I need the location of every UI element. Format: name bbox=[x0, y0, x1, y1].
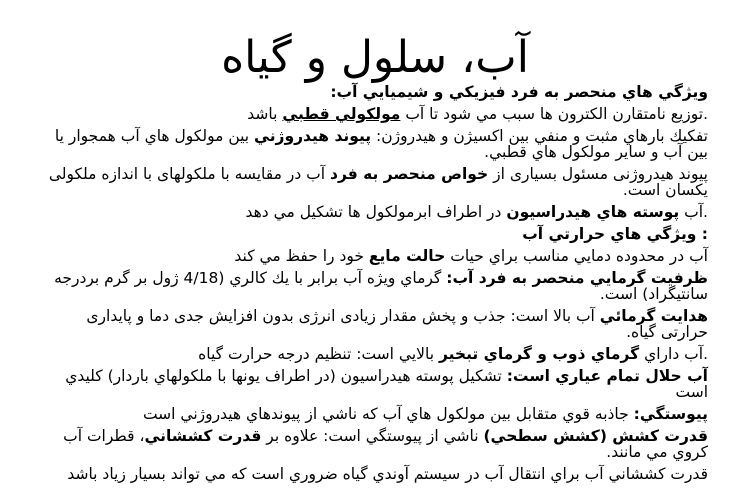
slide-title: آب، سلول و گياه bbox=[221, 32, 529, 83]
text-segment: پیوند هیدروژنی مسئول بسیاری از bbox=[488, 165, 708, 183]
paragraph bbox=[40, 346, 708, 362]
paragraph bbox=[40, 106, 708, 122]
bold-text: پيوند هيدروژني bbox=[254, 127, 372, 145]
bold-text: گرماي ذوب و گرماي تبخير bbox=[438, 345, 640, 363]
text-segment: آب در محدوده دمايي مناسب براي حيات bbox=[445, 247, 708, 265]
bold-text: هدايت گرمائي bbox=[599, 307, 708, 325]
bold-text: پوسته هاي هيدراسيون bbox=[506, 203, 680, 221]
bold-text: ويژگي هاي منحصر به فرد فيزيكي و شيميايي آب: bbox=[330, 83, 708, 101]
bold-text: پيوستگي: bbox=[633, 405, 708, 423]
bold-text: قدرت كشش (كشش سطحي) bbox=[483, 427, 708, 445]
text-segment: در اطراف ابرمولكول ها تشكيل مي دهد bbox=[245, 203, 507, 221]
text-segment: تشكيل پوسته هيدراسيون (در اطراف يونها با ملكولهاي باردار) كليدي است bbox=[65, 367, 708, 401]
text-segment: خود را حفظ مي كند bbox=[234, 247, 369, 265]
text-segment: ، قطرات آب كروي مي مانند. bbox=[63, 427, 708, 461]
paragraph bbox=[40, 166, 708, 198]
text-segment: آب بالا است: جذب و پخش مقدار زیادی انرژی بدون افزایش جدی دما و پایداری حرارتی گیاه. bbox=[86, 307, 708, 341]
text-segment: بين مولكول هاي آب همجوار يا بين آب و ساير مولكول هاي قطبي. bbox=[54, 127, 708, 161]
text-segment: باشد bbox=[247, 105, 283, 123]
paragraph bbox=[40, 428, 708, 460]
text-segment: ناشي از پيوستگي است: علاوه بر bbox=[261, 427, 484, 445]
bold-text: آب حلال تمام عياري است: bbox=[506, 367, 708, 385]
text-segment: آب در مقایسه با ملکولهای با اندازه ملکولی یکسان است. bbox=[48, 165, 708, 199]
paragraph bbox=[40, 128, 708, 160]
text-segment: گرماي ويژه آب برابر با يك كالري (4/18 ژول بر گرم بردرجه سانتيگراد) است. bbox=[54, 269, 708, 303]
paragraph bbox=[40, 270, 708, 302]
paragraph bbox=[40, 226, 708, 242]
paragraph bbox=[40, 84, 708, 100]
slide-content bbox=[40, 84, 708, 488]
text-segment: بالايي است: تنظيم درجه حرارت گياه bbox=[198, 345, 439, 363]
text-segment: .آب bbox=[679, 203, 708, 221]
paragraph bbox=[40, 466, 708, 482]
bold-text: ظرفيت گرمايي منحصر به فرد آب: bbox=[446, 269, 708, 287]
text-segment: تفكيك بارهاي مثبت و منفي بين اكسيژن و هيدروژن: bbox=[371, 127, 708, 145]
paragraph bbox=[40, 406, 708, 422]
paragraph bbox=[40, 308, 708, 340]
text-segment: جاذبه قوي متقابل بين مولكول هاي آب كه ناشي از پيوندهاي هيدروژني است bbox=[142, 405, 634, 423]
text-segment: .آب داراي bbox=[639, 345, 708, 363]
bold-text: : ويژگي هاي حرارتي آب bbox=[522, 225, 708, 243]
bold-text: خواص منحصر به فرد bbox=[329, 165, 489, 183]
paragraph bbox=[40, 204, 708, 220]
text-segment: .توزيع نامتقارن الكترون ها سبب مي شود تا آب bbox=[400, 105, 708, 123]
bold-text: حالت مايع bbox=[368, 247, 446, 265]
bold-text: قدرت كششاني bbox=[144, 427, 262, 445]
text-segment: قدرت كششاني آب براي انتقال آب در سيستم آوندي گياه ضروري است كه مي تواند بسيار زياد باشد bbox=[67, 465, 708, 483]
paragraph bbox=[40, 368, 708, 400]
paragraph bbox=[40, 248, 708, 264]
bold-text: مولكولي قطبي bbox=[282, 105, 401, 123]
